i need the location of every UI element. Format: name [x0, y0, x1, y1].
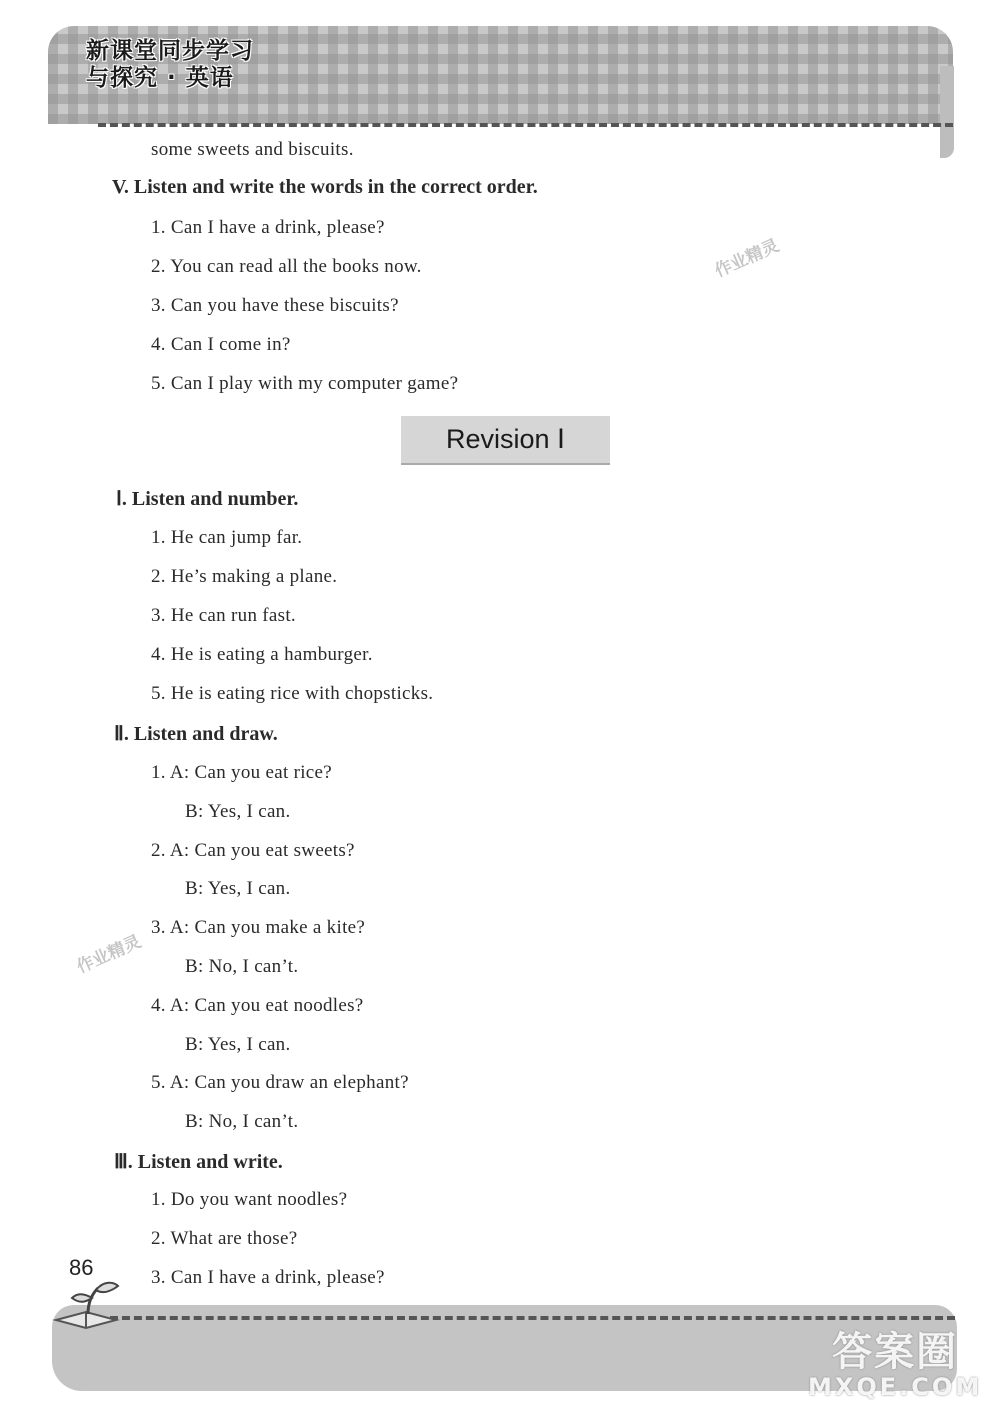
section-v-item: 3. Can you have these biscuits?	[151, 295, 399, 316]
site-logo-text: 答案圈	[832, 1329, 959, 1375]
section-3-item: 1. Do you want noodles?	[151, 1189, 348, 1210]
page-header	[48, 26, 956, 144]
section-1-item: 2. He’s making a plane.	[151, 566, 338, 587]
header-curve-right	[500, 128, 940, 158]
dialogue-line: 3. A: Can you make a kite?	[151, 917, 366, 938]
dialogue-line: B: Yes, I can.	[185, 878, 291, 899]
dialogue-line: B: Yes, I can.	[185, 801, 291, 822]
page-number: 86	[69, 1255, 94, 1280]
section-1-item: 4. He is eating a hamburger.	[151, 644, 373, 665]
section-3-item: 2. What are those?	[151, 1228, 298, 1249]
section-3-item: 3. Can I have a drink, please?	[151, 1267, 385, 1288]
section-1-heading: Ⅰ. Listen and number.	[116, 488, 299, 510]
section-v-item: 5. Can I play with my computer game?	[151, 373, 459, 394]
dialogue-line: 5. A: Can you draw an elephant?	[151, 1072, 409, 1093]
header-edge	[940, 66, 954, 158]
section-1-item: 5. He is eating rice with chopsticks.	[151, 683, 434, 704]
dialogue-line: 2. A: Can you eat sweets?	[151, 840, 355, 861]
book-title-line-2: 与探究 · 英语	[86, 65, 234, 91]
section-v-item: 4. Can I come in?	[151, 334, 291, 355]
section-3-heading: Ⅲ. Listen and write.	[114, 1151, 283, 1173]
section-v-item: 1. Can I have a drink, please?	[151, 217, 385, 238]
section-v-heading: V. Listen and write the words in the correct order.	[112, 176, 538, 198]
book-title	[86, 38, 254, 92]
dialogue-line: B: Yes, I can.	[185, 1034, 291, 1055]
section-1-item: 1. He can jump far.	[151, 527, 303, 548]
revision-title: Revision Ⅰ	[401, 416, 610, 465]
section-v-item: 2. You can read all the books now.	[151, 256, 422, 277]
dialogue-line: B: No, I can’t.	[185, 1111, 299, 1132]
book-title-line-1: 新课堂同步学习	[86, 38, 254, 64]
header-dashed-line	[98, 123, 953, 127]
dialogue-line: 4. A: Can you eat noodles?	[151, 995, 364, 1016]
watermark-text: 作业精灵	[711, 235, 783, 282]
continuation-text: some sweets and biscuits.	[151, 139, 354, 160]
section-2-heading: Ⅱ. Listen and draw.	[114, 723, 278, 745]
section-1-item: 3. He can run fast.	[151, 605, 296, 626]
watermark-text: 作业精灵	[73, 931, 145, 978]
dialogue-line: 1. A: Can you eat rice?	[151, 762, 333, 783]
site-logo-url: MXQE.COM	[808, 1373, 983, 1401]
dialogue-line: B: No, I can’t.	[185, 956, 299, 977]
footer-dashed-line	[110, 1316, 955, 1320]
site-logo	[808, 1330, 982, 1400]
